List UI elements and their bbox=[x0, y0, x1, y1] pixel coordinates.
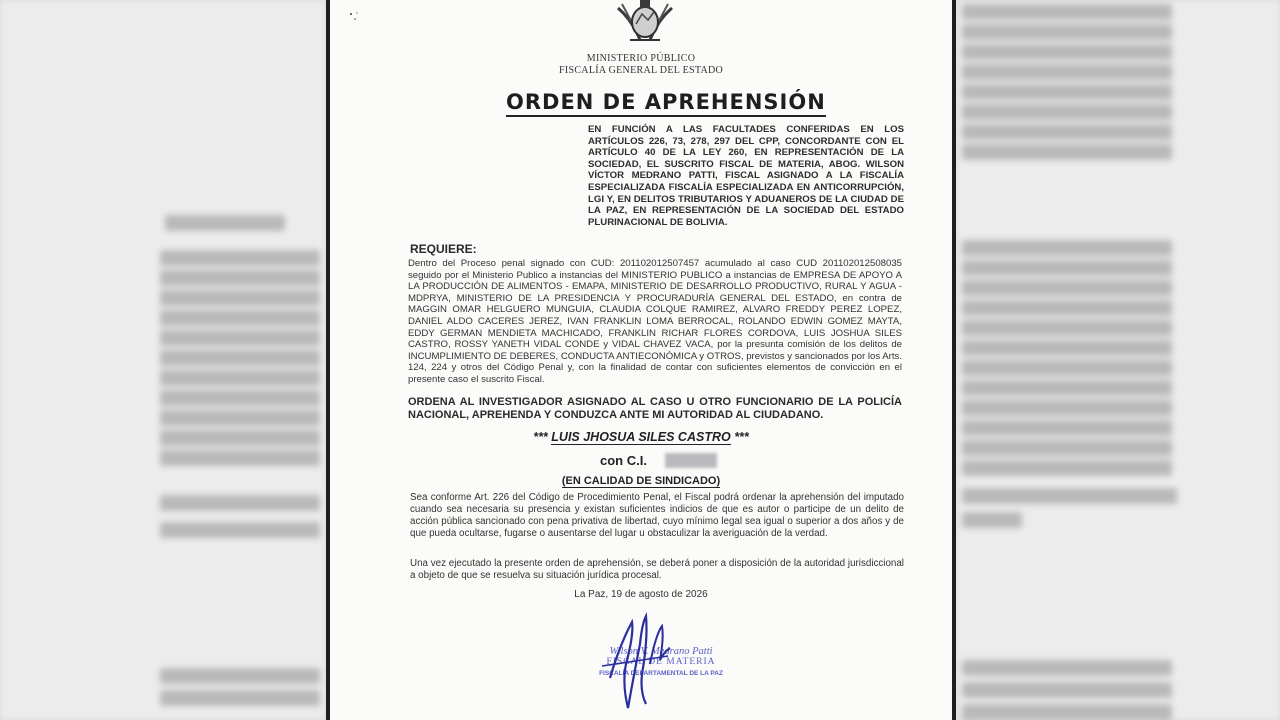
stamp-office: FISCALÍA DEPARTAMENTAL DE LA PAZ bbox=[599, 670, 723, 677]
office-name: FISCALÍA GENERAL DEL ESTADO bbox=[558, 65, 724, 76]
document-page bbox=[330, 0, 952, 720]
preamble-paragraph: EN FUNCIÓN A LAS FACULTADES CONFERIDAS EN LOS ARTÍCULOS 226, 73, 278, 297 DEL CPP, CONCORDANTE CON EL ARTÍCULO 40 DE LA LEY 260, EN REPRESENTACIÓN DE LA SOCIEDAD, EL SUSCRITO FISCAL DE MATERIA, ABOG. WILSON VÍCTOR MEDRANO PATTI, FISCAL ASIGNADO A LA FISCALÍA ESPECIALIZADA FISCALÍA ESPECIALIZADA EN ANTICORRUPCIÓN, LGI Y, EN DELITOS TRIBUTARIOS Y ADUANEROS DE LA CIUDAD DE LA PAZ, EN REPRESENTACIÓN DE LA SOCIEDAD DEL ESTADO PLURINACIONAL DE BOLIVIA. bbox=[588, 124, 904, 228]
accused-line bbox=[330, 430, 952, 444]
document-title: ORDEN DE APREHENSIÓN bbox=[506, 90, 826, 117]
ci-label: con C.I. bbox=[600, 453, 647, 468]
execution-paragraph: Una vez ejecutado la presente orden de aprehensión, se deberá poner a disposición de la autoridad jurisdiccional a objeto de que se resuelva su situación jurídica procesal. bbox=[410, 558, 904, 581]
requiere-paragraph: Dentro del Proceso penal signado con CUD: 201102012507457 acumulado al caso CUD 201102012508035 seguido por el Ministerio Publico a instancias del MINISTERIO PUBLICO a instancias de EMPRESA DE APOYO A LA PRODUCCIÓN DE ALIMENTOS - EMAPA, MINISTERIO DE DESARROLLO PRODUCTIVO, RURAL Y AGUA - MDPRYA, MINISTERIO DE LA PRESIDENCIA Y PROCURADURÍA GENERAL DEL ESTADO, en contra de MAGGIN OMAR HELGUERO MUNGUIA, CLAUDIA COLQUE RAMIREZ, ALVARO FREDDY PEREZ LOPEZ, DANIEL ALDO CACERES JEREZ, IVAN FRANKLIN LOMA BERROCAL, ROLANDO EDWIN GOMEZ MAYTA, EDDY GERMAN MENDIETA MACHICADO, FRANKLIN RICHAR FLORES CORDOVA, LUIS JOSHUA SILES CASTRO, ROSSY YANETH VIDAL CONDE y VIDAL CHAVEZ VACA, por la presunta comisión de los delitos de INCUMPLIMIENTO DE DEBERES, CONDUCTA ANTIECONÓMICA y OTROS, previstos y sancionados por los Arts. 124, 224 y otros del Código Penal y, con la finalidad de contar con suficientes elementos de convicción en el presente caso el suscrito Fiscal. bbox=[408, 258, 902, 385]
stamp-role: FISCAL DE MATERIA bbox=[606, 657, 716, 667]
accused-name: LUIS JHOSUA SILES CASTRO bbox=[551, 430, 731, 444]
right-border bbox=[952, 0, 956, 720]
blurred-background-left bbox=[0, 0, 326, 720]
accused-prefix: *** bbox=[533, 430, 548, 444]
stamp-name: Wilson V. Medrano Patti bbox=[609, 646, 713, 657]
ordena-paragraph: ORDENA AL INVESTIGADOR ASIGNADO AL CASO U OTRO FUNCIONARIO DE LA POLICÍA NACIONAL, APREHENDA Y CONDUZCA ANTE MI AUTORIDAD AL CIUDADANO. bbox=[408, 396, 902, 421]
requiere-heading: REQUIERE: bbox=[410, 242, 477, 256]
blurred-background-right bbox=[956, 0, 1280, 720]
ministry-name: MINISTERIO PÚBLICO bbox=[586, 53, 696, 64]
accused-suffix: *** bbox=[734, 430, 749, 444]
calidad-line bbox=[330, 475, 952, 487]
coat-of-arms-icon bbox=[612, 0, 678, 44]
document-date: La Paz, 19 de agosto de 2026 bbox=[574, 589, 708, 600]
ci-redacted bbox=[665, 453, 717, 468]
signature-icon bbox=[590, 604, 730, 712]
calidad-text: (EN CALIDAD DE SINDICADO) bbox=[561, 475, 721, 487]
art-226-paragraph: Sea conforme Art. 226 del Código de Procedimiento Penal, el Fiscal podrá ordenar la aprehensión del imputado cuando sea necesaria su presencia y existan suficientes indicios de que es autor o participe de un delito de acción pública sancionado con pena privativa de libertad, cuyo mínimo legal sea igual o superior a dos años y de que pueda ocultarse, fugarse o ausentarse del lugar u obstaculizar la averiguación de la verdad. bbox=[410, 492, 904, 539]
paper-specks-icon bbox=[348, 10, 360, 24]
